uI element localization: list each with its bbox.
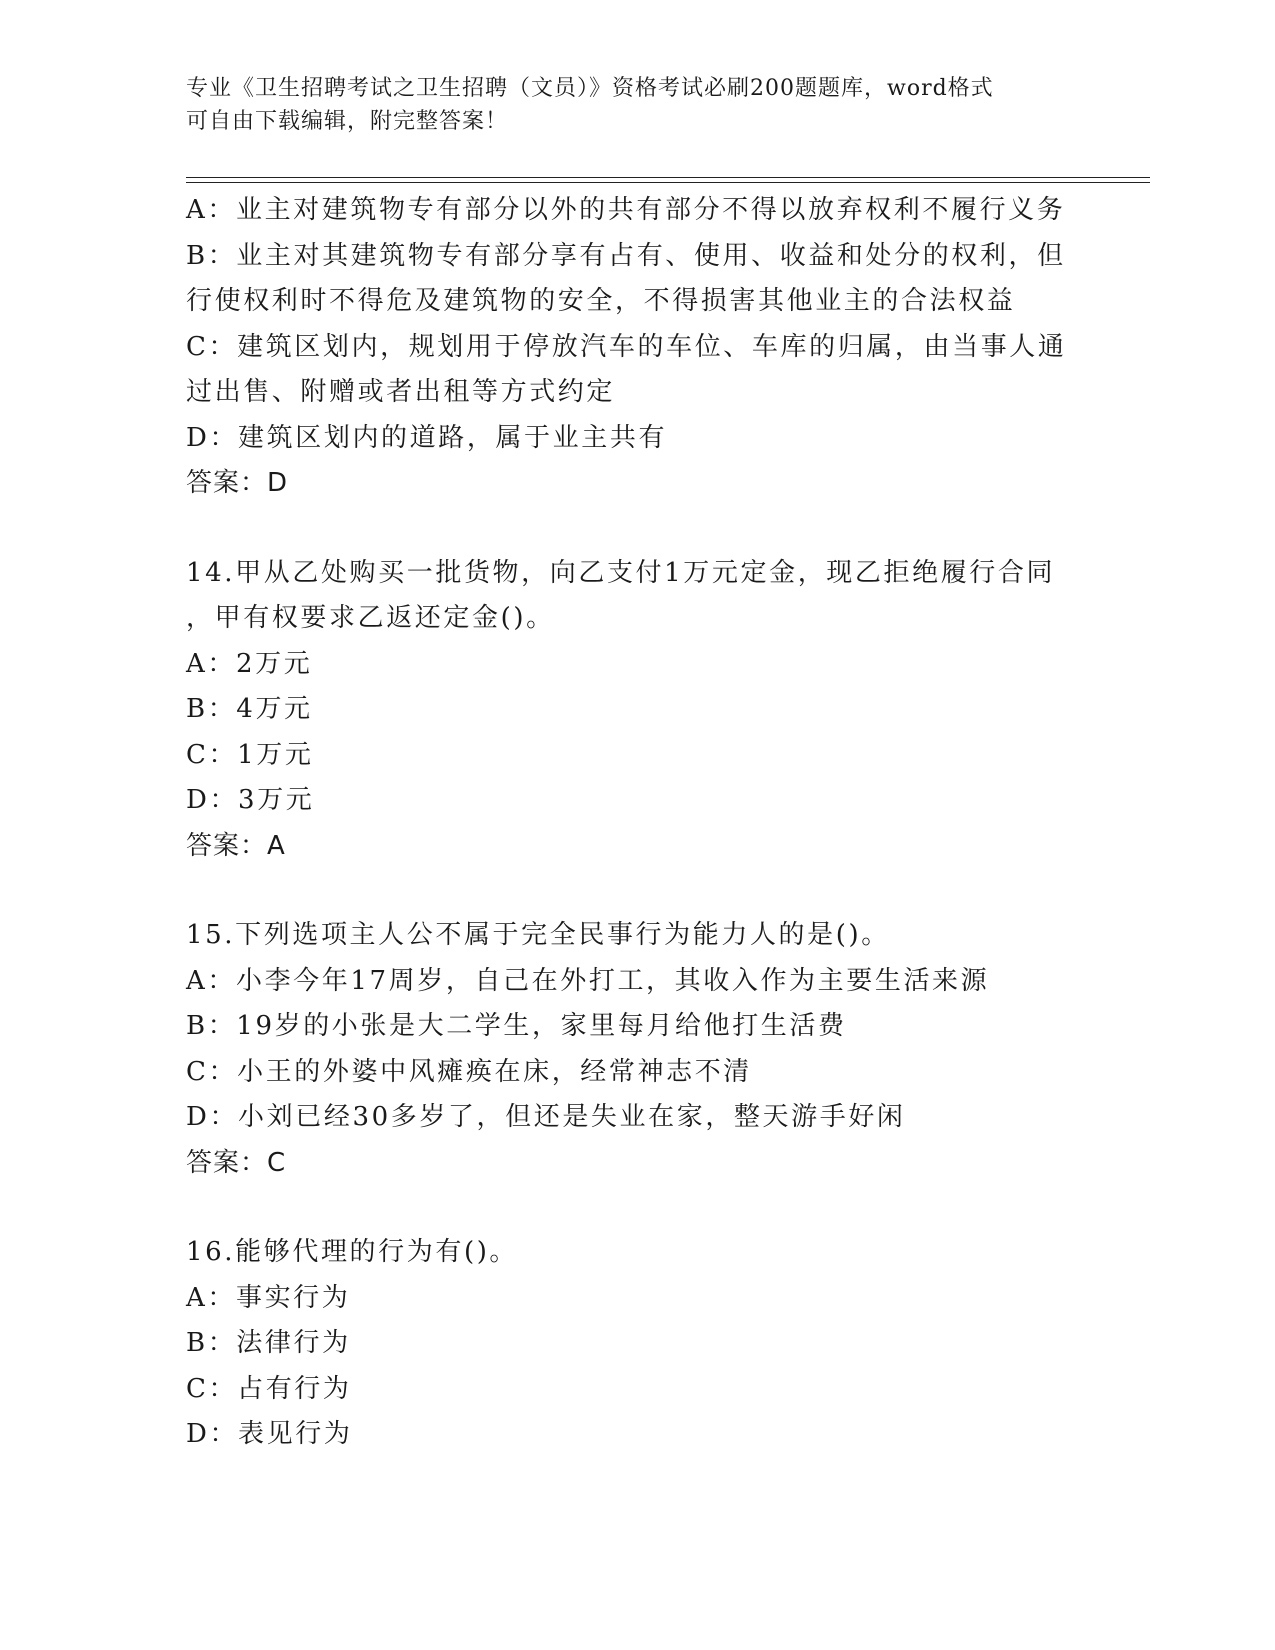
option-c-continued: 过出售、附赠或者出租等方式约定: [186, 377, 616, 407]
header-line-2: 可自由下载编辑，附完整答案！: [186, 109, 509, 134]
option-c: C：小王的外婆中风瘫痪在床，经常神志不清: [186, 1056, 752, 1087]
option-b: B：业主对其建筑物专有部分享有占有、使用、收益和处分的权利，但: [186, 240, 1066, 271]
question-14-block: [186, 551, 1086, 870]
option-b: B：法律行为: [186, 1328, 351, 1358]
question-stem: 16.能够代理的行为有()。: [186, 1237, 519, 1267]
option-b: B：19岁的小张是大二学生，家里每月给他打生活费: [186, 1011, 847, 1041]
spacer: [186, 507, 1086, 551]
question-15-block: [186, 913, 1086, 1186]
option-a: A：小李今年17周岁，自己在外打工，其收入作为主要生活来源: [186, 965, 990, 996]
option-a: A：事实行为: [186, 1282, 351, 1313]
option-c: C：1万元: [186, 739, 314, 770]
header-rule-bottom: [186, 182, 1150, 183]
option-b: B：4万元: [186, 694, 313, 724]
option-c: C：建筑区划内，规划用于停放汽车的车位、车库的归属，由当事人通: [186, 331, 1067, 362]
answer-line: 答案：A: [186, 830, 286, 861]
option-d: D：3万元: [186, 785, 315, 815]
option-d: D：表见行为: [186, 1419, 353, 1449]
spacer: [186, 869, 1086, 913]
spacer: [186, 1186, 1086, 1230]
option-c: C：占有行为: [186, 1373, 352, 1404]
answer-line: 答案：C: [186, 1147, 287, 1178]
option-d: D：小刘已经30多岁了，但还是失业在家，整天游手好闲: [186, 1102, 906, 1132]
header-line-1: 专业《卫生招聘考试之卫生招聘（文员）》资格考试必刷200题题库，word格式: [186, 76, 994, 101]
document-body: [186, 188, 1086, 1458]
option-d: D：建筑区划内的道路，属于业主共有: [186, 422, 668, 453]
question-stem-continued: ，甲有权要求乙返还定金()。: [186, 603, 555, 633]
option-a: A：2万元: [186, 648, 313, 679]
header-rule-top: [186, 177, 1150, 178]
answer-line: 答案：D: [186, 468, 289, 498]
option-b-continued: 行使权利时不得危及建筑物的安全，不得损害其他业主的合法权益: [186, 286, 1016, 316]
question-16-block: [186, 1230, 1086, 1458]
question-stem: 14.甲从乙处购买一批货物，向乙支付1万元定金，现乙拒绝履行合同: [186, 557, 1056, 588]
option-a: A：业主对建筑物专有部分以外的共有部分不得以放弃权利不履行义务: [186, 195, 1066, 225]
question-13-block: [186, 188, 1086, 507]
document-header: [186, 72, 1066, 138]
question-stem: 15.下列选项主人公不属于完全民事行为能力人的是()。: [186, 920, 890, 950]
